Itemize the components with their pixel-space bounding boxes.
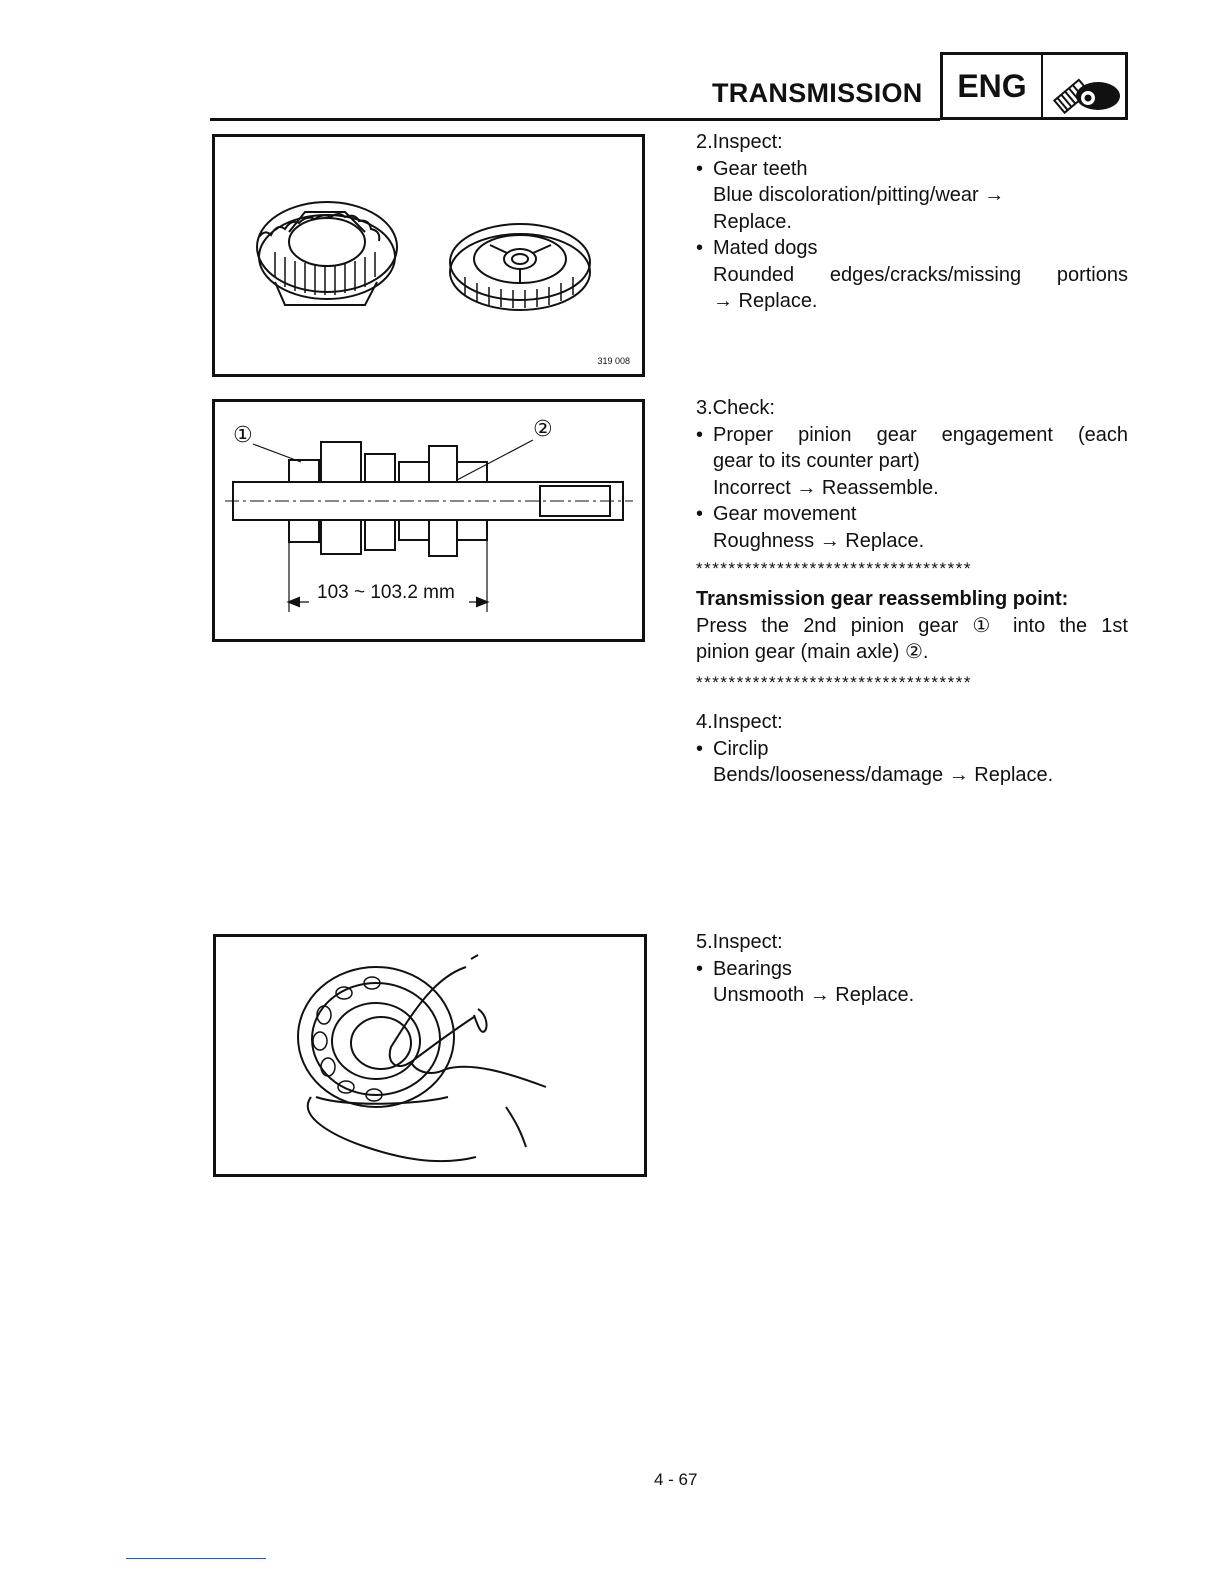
item-desc: Unsmooth → Replace. bbox=[713, 984, 915, 1006]
item-title: Circlip bbox=[713, 737, 769, 760]
footer-line bbox=[126, 1558, 266, 1559]
dimension-label: 103 ~ 103.2 mm bbox=[317, 582, 455, 603]
list-item bbox=[696, 422, 1128, 449]
engine-wrench-icon bbox=[1043, 55, 1125, 117]
point-text: pinion gear (main axle) ②. bbox=[696, 641, 929, 663]
list-item bbox=[696, 736, 1128, 763]
step-4 bbox=[696, 709, 1128, 789]
step-5 bbox=[696, 929, 1128, 1009]
callout-2: ② bbox=[533, 416, 553, 441]
item-desc: Replace. bbox=[713, 210, 792, 233]
item-desc: Roughness → Replace. bbox=[713, 529, 925, 552]
list-item bbox=[696, 235, 1128, 262]
header-rule bbox=[210, 118, 940, 121]
section-label: ENG bbox=[943, 55, 1043, 117]
figure-code: 319 008 bbox=[597, 356, 630, 366]
bullet-icon: • bbox=[696, 423, 704, 446]
point-text: Press the 2nd pinion gear ① into the 1st bbox=[696, 614, 1128, 637]
item-desc: Rounded edges/cracks/missing portions bbox=[713, 263, 1128, 286]
item-title-cont: gear to its counter part) bbox=[713, 450, 920, 472]
bullet-icon: • bbox=[696, 503, 704, 525]
bearing-hand-icon bbox=[216, 937, 644, 1174]
divider-stars: ********************************** bbox=[696, 672, 972, 692]
divider-stars: ********************************** bbox=[696, 559, 972, 578]
bullet-icon: • bbox=[696, 237, 704, 259]
item-title: Gear teeth bbox=[713, 157, 808, 180]
item-title: Proper pinion gear engagement (each bbox=[713, 423, 1128, 446]
point-title: Transmission gear reassembling point: bbox=[696, 588, 1069, 610]
step-heading: 3.Check: bbox=[696, 397, 775, 419]
step-2 bbox=[696, 129, 1128, 315]
item-title: Bearings bbox=[713, 957, 792, 980]
item-desc: Blue discoloration/pitting/wear → bbox=[713, 184, 1005, 206]
bullet-icon: • bbox=[696, 157, 704, 180]
page-number: 4 - 67 bbox=[654, 1470, 698, 1489]
figure-main-axle bbox=[212, 399, 645, 642]
step-heading: 2.Inspect: bbox=[696, 131, 783, 153]
step-3 bbox=[696, 395, 1128, 694]
bullet-icon: • bbox=[696, 957, 704, 980]
gears-icon bbox=[215, 137, 642, 374]
list-item bbox=[696, 156, 1128, 183]
page-title: TRANSMISSION bbox=[712, 78, 923, 108]
item-desc: Incorrect → Reassemble. bbox=[713, 476, 939, 499]
figure-gears bbox=[212, 134, 645, 377]
step-heading: 5.Inspect: bbox=[696, 931, 783, 953]
list-item bbox=[696, 501, 1128, 528]
list-item bbox=[696, 956, 1128, 983]
step-heading: 4.Inspect: bbox=[696, 711, 783, 733]
callout-1: ① bbox=[233, 422, 253, 447]
bullet-icon: • bbox=[696, 737, 704, 760]
item-desc: → Replace. bbox=[713, 290, 818, 312]
item-title: Mated dogs bbox=[713, 237, 818, 259]
section-tab bbox=[940, 52, 1128, 120]
item-title: Gear movement bbox=[713, 503, 857, 525]
figure-bearing bbox=[213, 934, 647, 1177]
item-desc: Bends/looseness/damage → Replace. bbox=[713, 764, 1054, 786]
